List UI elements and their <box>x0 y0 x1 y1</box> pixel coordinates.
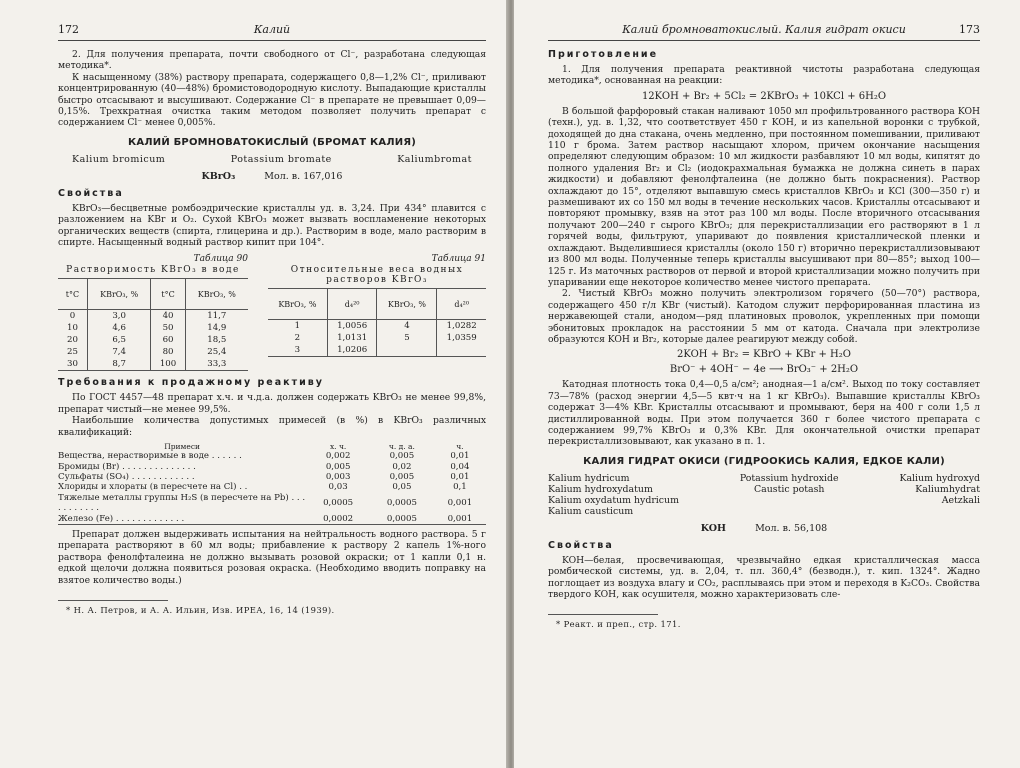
table-cell: 33,3 <box>185 358 248 371</box>
impurities-table <box>58 441 486 525</box>
table-row <box>58 472 486 482</box>
formula: KOH <box>700 522 727 534</box>
page-number: 173 <box>959 23 980 36</box>
english-names <box>740 473 839 517</box>
table-cell: 1,0359 <box>437 332 486 344</box>
german-names <box>899 473 980 517</box>
table-cell: 0 <box>69 311 76 322</box>
formula-line <box>548 523 980 534</box>
column-header: Примеси <box>164 441 201 451</box>
table-cell: 0,002 <box>325 451 351 462</box>
table-90 <box>58 254 248 371</box>
table-row <box>58 514 486 525</box>
table-cell: 0,0005 <box>386 497 417 508</box>
table-cell: 6,5 <box>87 334 151 346</box>
table-cell: 0,0002 <box>306 514 370 525</box>
table-cell: 0,005 <box>325 461 351 472</box>
paragraph: Наибольшие количества допустимых примесей (в %) в KBrO₃ различных квалификаций: <box>58 415 486 438</box>
tables-row <box>58 254 486 371</box>
running-title: Калий <box>253 23 291 36</box>
table-row <box>58 462 486 472</box>
table-cell: 60 <box>151 334 185 346</box>
paragraph: Препарат должен выдерживать испытания на нейтральность водного раствора. 5 г препарата растворяют в 60 мл воды; прибавление к раствору 2 капель 1%-ного раствора фенолфталеина не должно вызывать розовой окраски; от 1 капли 0,1 н. едкой щелочи должна появиться розовая окраска. (Необходимо вводить поправку на взятое количество воды.) <box>58 528 486 586</box>
table-cell: 4,6 <box>87 322 151 334</box>
table-cell: 5 <box>377 332 437 344</box>
table-caption: Таблица 90 <box>193 254 248 265</box>
table-cell: 25 <box>66 347 78 358</box>
column-header: х. ч. <box>329 441 347 451</box>
reaction-equation: BrO⁻ + 4OH⁻ − 4e ⟶ BrO₃⁻ + 2H₂O <box>669 364 859 376</box>
footnote: * Н. А. Петров, и А. А. Ильин, Изв. ИРЕА, 16, 14 (1939). <box>66 604 335 615</box>
table-cell: 30 <box>58 358 87 371</box>
footnote: * Реакт. и преп., стр. 171. <box>556 619 681 630</box>
english-name: Potassium bromate <box>230 153 332 165</box>
table-cell: 0,03 <box>328 482 348 493</box>
table-cell: 11,7 <box>185 310 248 323</box>
english-name: Caustic potash <box>753 483 825 495</box>
table-cell: 20 <box>66 335 78 346</box>
solubility-table <box>58 278 248 371</box>
column-header: d₄²⁰ <box>327 289 377 320</box>
table-row <box>58 310 248 323</box>
paragraph: 2. Для получения препарата, почти свободного от Cl⁻, разработана следующая методика*. <box>58 49 486 72</box>
reaction-equation: 12KOH + Br₂ + 5Cl₂ = 2KBrO₃ + 10KCl + 6H₂O <box>641 90 887 102</box>
table-cell: 0,003 <box>325 471 351 482</box>
table-row <box>58 322 248 334</box>
table-row <box>58 493 486 514</box>
table-cell: 8,7 <box>87 358 151 371</box>
column-header: KBrO₃, % <box>185 279 248 310</box>
table-cell: 1,0131 <box>327 332 377 344</box>
paragraph: В большой фарфоровый стакан наливают 1050 мл профильтрованного раствора KOH (техн.), уд. в. 1,32, что соответствует 450 г KOH, и из капельной воронки с трубкой, доходящей до дна стакана, очень медленно, при постоянном помешивании, приливают 110 г брома. Затем раствор насыщают хлором, причем окончание насыщения определяют следующим образом: 10 мл жидкости разбавляют 10 мл воды, кипятят до полного удаления Br₂ и Cl₂ (иодокрахмальная бумажка не должна синеть в парах жидкости) и добавляют фенолфталеина (не должно быть покраснения). Раствор охлаждают до 15°, отделяют выпавшую смесь кристаллов KBrO₃ и KCl (300—350 г) и размешивают их со 150 мл воды в течение нескольких часов. Кристаллы отсасывают и повторяют промывку, взяв на этот раз 100 мл воды. После вторичного отсасывания получают 200—240 г сырого KBrO₃; для перекристаллизации его растворяют в 1 л горячей воды, фильтруют, упаривают до появления кристаллической пленки и охлаждают. Выделившиеся кристаллы (около 150 г) вторично перекристаллизовывают из 800 мл воды. Полученные теперь кристаллы высушивают при 80—85°; выход 100—125 г. Из маточных растворов от первой и второй кристаллизации можно получить при упаривании еще некоторое количество менее чистого препарата. <box>548 105 980 288</box>
table-cell: 14,9 <box>185 322 248 334</box>
table-cell: Бромиды (Br) . . . . . . . . . . . . . . <box>58 461 196 472</box>
running-title: Калий бромноватокислый. Калия гидрат окиси <box>622 23 906 36</box>
running-header <box>548 22 980 41</box>
german-name: Aetzkali <box>941 494 980 506</box>
table-cell: Тяжелые металлы группы H₂S (в пересчете на Pb) . . . . . . . . . . . <box>58 492 306 514</box>
table-cell: 100 <box>151 358 185 371</box>
formula-line <box>58 171 486 182</box>
latin-name: Kalium oxydatum hydricum <box>548 494 679 506</box>
latin-names <box>548 473 679 517</box>
table-cell: 0,005 <box>389 471 415 482</box>
compound-names <box>548 473 980 517</box>
german-name: Kaliumbromat <box>397 153 472 165</box>
molecular-weight: Мол. в. 56,108 <box>755 522 828 534</box>
paragraph: К насыщенному (38%) раствору препарата, содержащего 0,8—1,2% Cl⁻, приливают концентрированную (40—48%) бромистоводородную кислоту. Выпадающие кристаллы быстро отсасывают и высушивают. Содержание Cl⁻ в препарате не превышает 0,09—0,15%. Трехкратная очистка таким методом позволяет получить препарат с содержанием Cl⁻ менее 0,005%. <box>58 71 486 129</box>
table-cell: 2 <box>294 333 301 344</box>
formula: KBrO₃ <box>201 170 236 182</box>
latin-name: Kalium hydroxydatum <box>548 483 653 495</box>
table-cell: 0,01 <box>450 471 470 482</box>
table-cell: 80 <box>151 346 185 358</box>
table-title: Растворимость KBrO₃ в воде <box>66 265 240 276</box>
table-cell: Сульфаты (SO₄) . . . . . . . . . . . . <box>58 471 195 482</box>
table-cell: 0,02 <box>392 461 412 472</box>
table-cell <box>437 344 486 357</box>
reaction-equation: 2KOH + Br₂ = KBrO + KBr + H₂O <box>677 349 851 361</box>
paragraph: По ГОСТ 4457—48 препарат х.ч. и ч.д.а. должен содержать KBrO₃ не менее 99,8%, препарат чистый—не менее 99,5%. <box>58 392 486 415</box>
column-header: t°C <box>151 279 185 310</box>
table-row <box>268 320 486 333</box>
table-cell: 1,0056 <box>327 320 377 333</box>
table-row <box>58 346 248 358</box>
table-cell: 0,01 <box>450 451 470 462</box>
column-header: KBrO₃, % <box>268 289 327 320</box>
table-row <box>58 358 248 371</box>
table-cell: 0,04 <box>450 461 470 472</box>
subsection-heading: Свойства <box>548 539 614 551</box>
footnote-rule <box>58 600 168 601</box>
table-row <box>268 332 486 344</box>
table-cell: 0,05 <box>392 482 412 493</box>
column-header: t°C <box>58 279 87 310</box>
paragraph: 1. Для получения препарата реактивной чистоты разработана следующая методика*, основанная на реакции: <box>548 64 980 87</box>
table-cell: 1 <box>294 321 301 332</box>
table-cell: 10 <box>66 323 78 334</box>
page-number: 172 <box>58 23 79 36</box>
paragraph: KOH—белая, просвечивающая, чрезвычайно едкая кристаллическая масса ромбической системы, уд. в. 2,04, т. пл. 360,4° (безводн.), т. кип. 1324°. Жадно поглощает из воздуха влагу и CO₂, расплываясь при этом и переходя в K₂CO₃. Свойства твердого KOH, как осушителя, можно характеризовать сле- <box>548 554 980 600</box>
subsection-heading: Свойства <box>58 187 124 199</box>
column-header: ч. <box>456 441 464 451</box>
table-cell: 0,0005 <box>370 514 434 525</box>
subsection-heading: Приготовление <box>548 49 659 60</box>
footnote-rule <box>548 614 658 615</box>
table-91 <box>268 254 486 371</box>
molecular-weight: Мол. в. 167,016 <box>264 170 343 182</box>
latin-name: Kalium bromicum <box>72 153 166 165</box>
table-row <box>58 482 486 492</box>
column-header: KBrO₃, % <box>87 279 151 310</box>
table-cell: 1,0206 <box>327 344 377 357</box>
table-cell: 0,005 <box>389 451 415 462</box>
english-name: Potassium hydroxide <box>739 472 839 484</box>
table-cell: 4 <box>377 320 437 333</box>
latin-name: Kalium hydricum <box>548 472 630 484</box>
table-cell: 40 <box>151 310 185 323</box>
table-row <box>268 344 486 357</box>
paragraph: Катодная плотность тока 0,4—0,5 а/см²; анодная—1 а/см². Выход по току составляет 73—78% (расход энергии 4,5—5 квт·ч на 1 кг KBrO₃). Выпавшие кристаллы KBrO₃ содержат 3—4% KBr. Кристаллы отсасывают и промывают, беря на 400 г соли 1,5 л дистиллированной воды. При этом получается 360 г более чистого препарата с содержанием 99,7% KBrO₃ и 0,3% KBr. Для окончательной очистки препарат перекристаллизовывают, как указано в п. 1. <box>548 379 980 448</box>
compound-names <box>58 154 486 165</box>
column-header: d₄²⁰ <box>437 289 486 320</box>
table-title: Относительные веса водных растворов KBrO₃ <box>290 265 464 286</box>
running-header <box>58 22 486 41</box>
table-cell: Железо (Fe) . . . . . . . . . . . . . <box>58 514 306 525</box>
left-page <box>0 0 508 768</box>
right-page <box>514 0 1020 768</box>
column-header: KBrO₃, % <box>377 289 437 320</box>
paragraph: KBrO₃—бесцветные ромбоэдрические кристаллы уд. в. 3,24. При 434° плавится с разложением на KBr и O₂. Сухой KBrO₃ может вызвать воспламенение некоторых органических веществ (спирта, глицерина и др.). Растворим в воде, мало растворим в спирте. Насыщенный водный раствор кипит при 104°. <box>58 202 486 249</box>
table-row <box>58 451 486 461</box>
section-title: КАЛИЙ БРОМНОВАТОКИСЛЫЙ (БРОМАТ КАЛИЯ) <box>127 136 417 148</box>
table-caption: Таблица 91 <box>431 254 486 265</box>
table-cell: 50 <box>151 322 185 334</box>
german-name: Kalium hydroxyd <box>899 472 980 484</box>
table-row <box>58 334 248 346</box>
latin-name: Kalium causticum <box>548 505 634 517</box>
table-cell: 0,001 <box>434 514 486 525</box>
section-title: КАЛИЯ ГИДРАТ ОКИСИ (ГИДРООКИСЬ КАЛИЯ, ЕДКОЕ КАЛИ) <box>583 455 945 467</box>
paragraph: 2. Чистый KBrO₃ можно получить электролизом горячего (50—70°) раствора, содержащего 450 г/л KBr (чистый). Катодом служит перфорированная пластина из нержавеющей стали, анодом—ряд платиновых проволок, укрепленных при помощи эбонитовых прокладок на расстоянии 5 мм от катода. Сначала при электролизе образуются KOH и Br₂, которые далее реагируют между собой. <box>548 288 980 345</box>
table-cell: 18,5 <box>185 334 248 346</box>
subsection-heading: Требования к продажному реактиву <box>58 377 324 389</box>
table-cell: 3,0 <box>87 310 151 323</box>
table-cell: Хлориды и хлораты (в пересчете на Cl) . . <box>58 482 248 493</box>
table-cell: 3 <box>268 344 327 357</box>
table-cell: 1,0282 <box>437 320 486 333</box>
table-cell: 7,4 <box>87 346 151 358</box>
table-cell: Вещества, нерастворимые в воде . . . . . . <box>58 451 242 462</box>
table-cell: 25,4 <box>185 346 248 358</box>
table-cell: 0,001 <box>447 497 473 508</box>
german-name: Kaliumhydrat <box>915 483 980 495</box>
density-table <box>268 288 486 357</box>
table-cell <box>377 344 437 357</box>
table-cell: 0,0005 <box>323 497 354 508</box>
table-cell: 0,1 <box>453 482 467 493</box>
column-header: ч. д. а. <box>388 441 415 451</box>
